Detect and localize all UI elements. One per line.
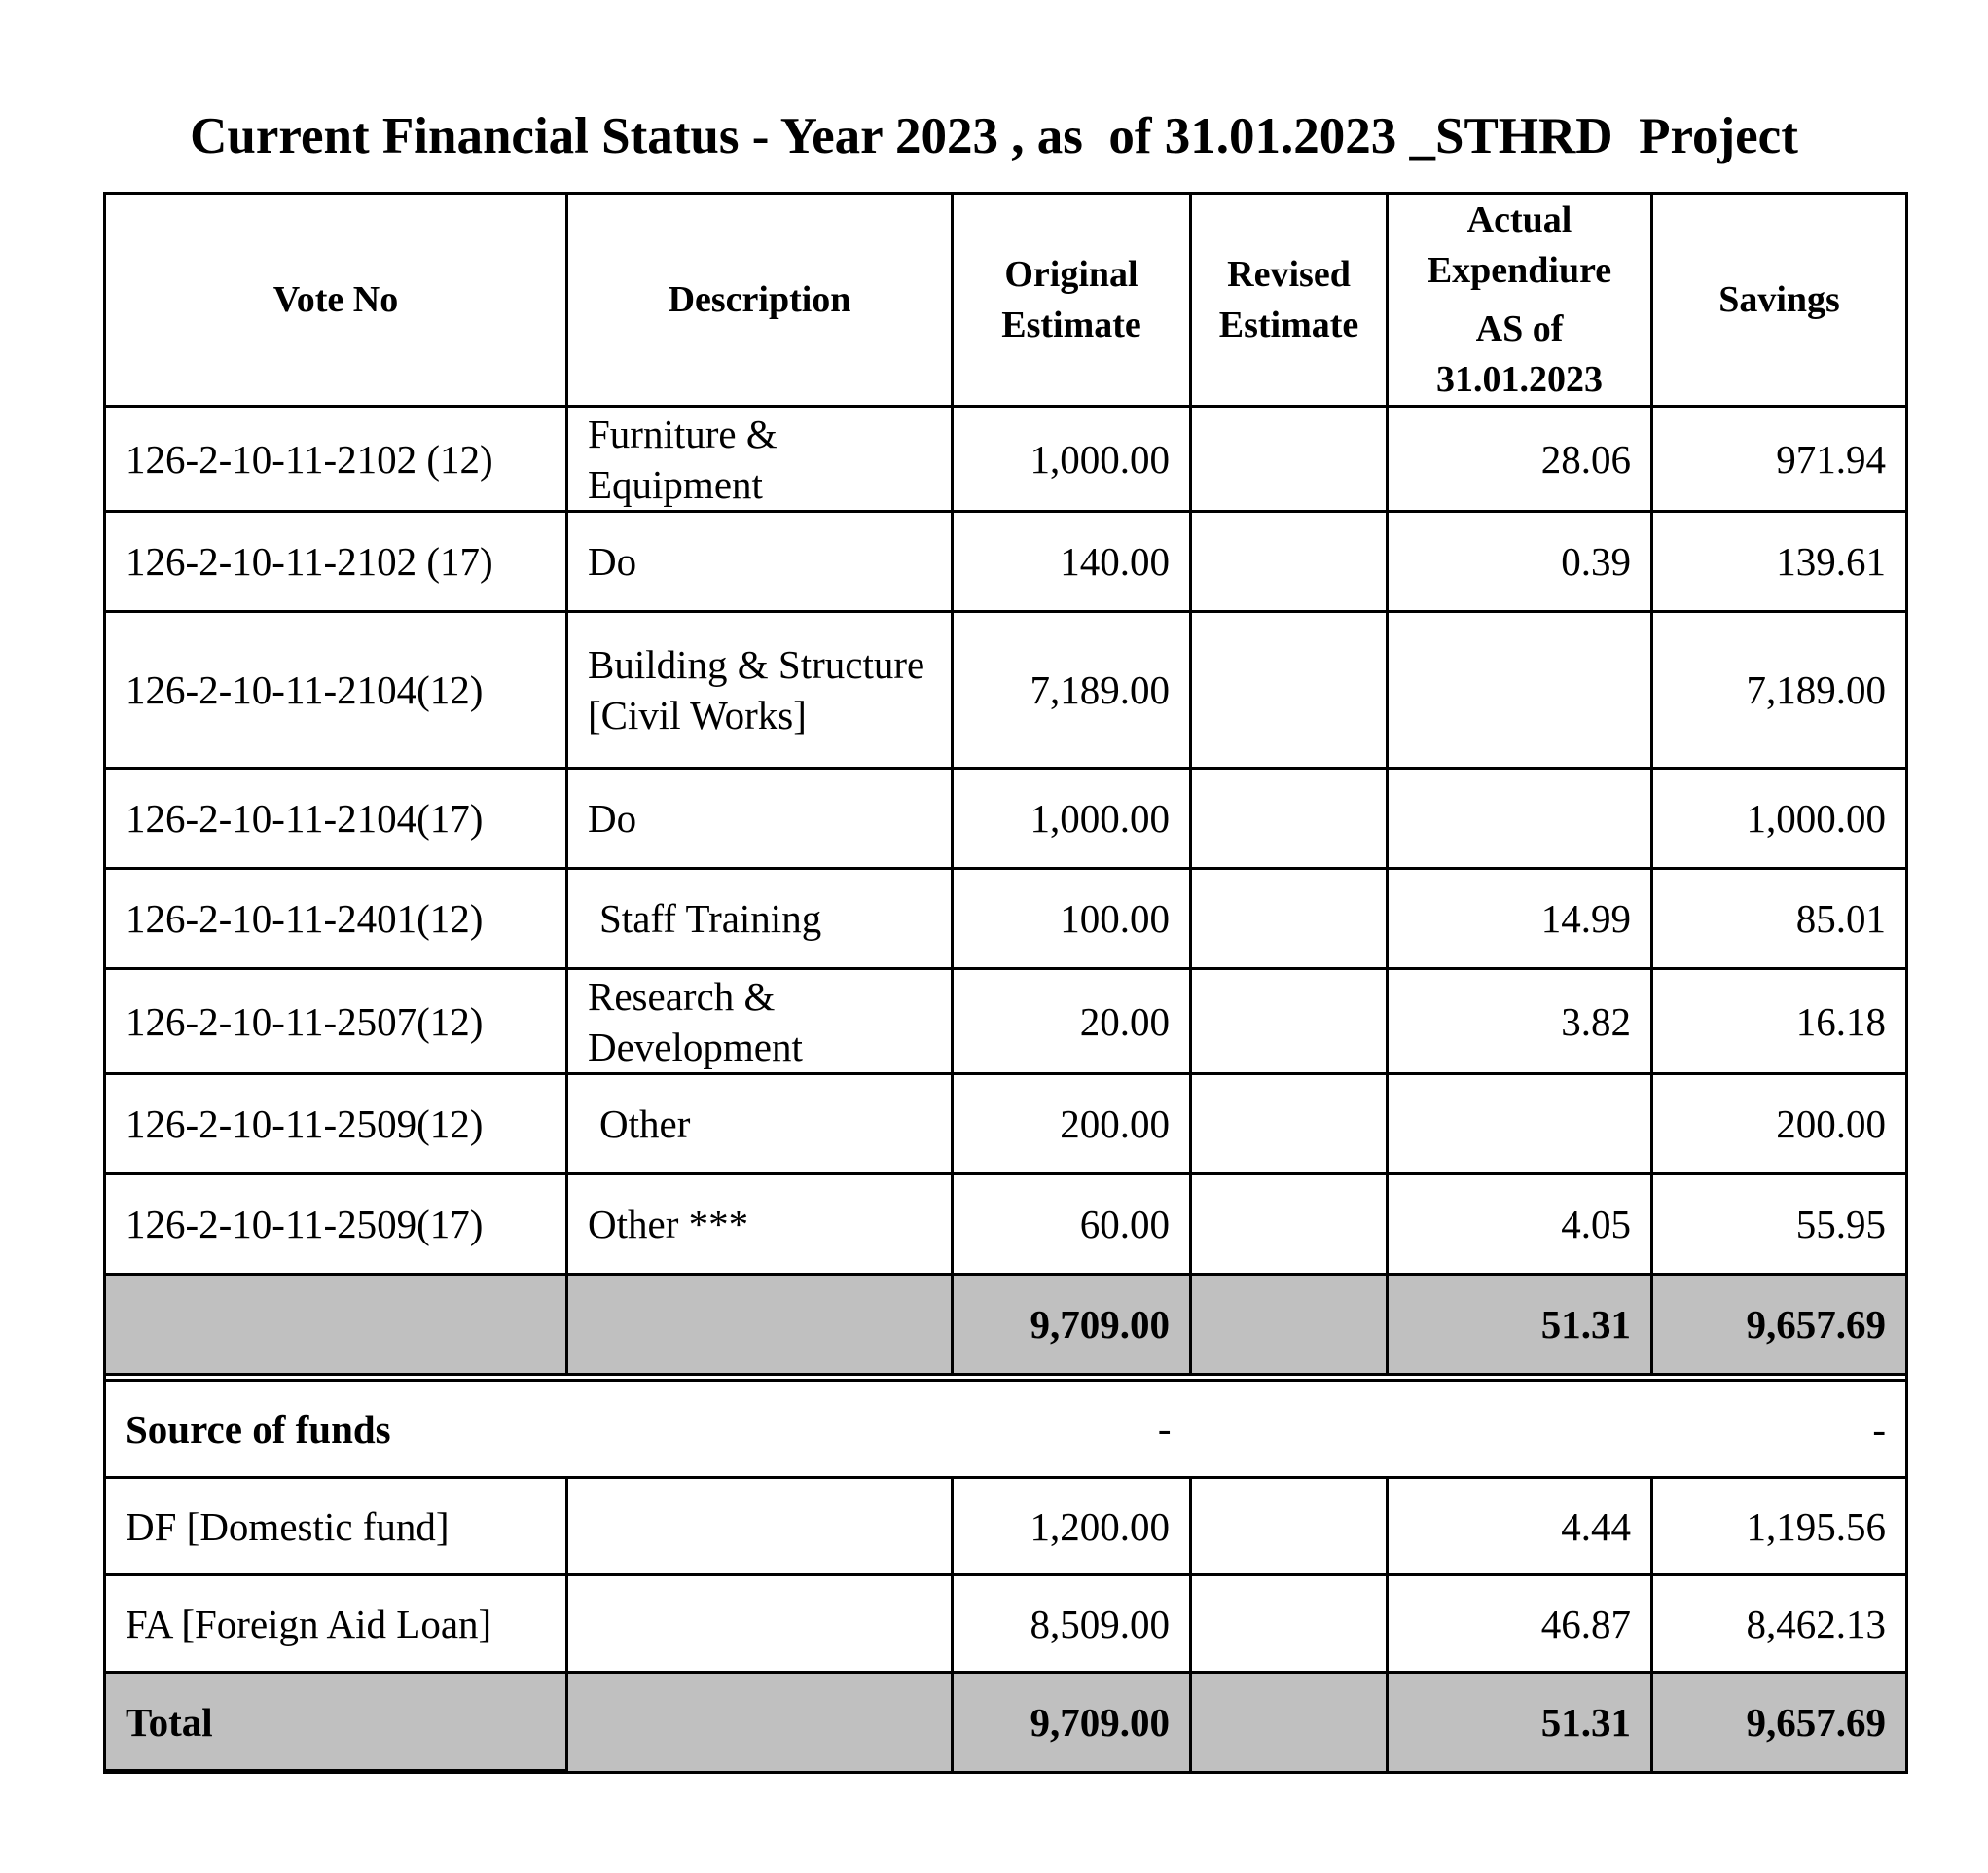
- fund-revised-estimate: [1191, 1478, 1388, 1575]
- vote-no-cell: 126-2-10-11-2104(17): [105, 769, 567, 869]
- original-estimate-cell: 1,000.00: [953, 407, 1191, 512]
- description-cell: Other: [567, 1074, 953, 1174]
- header-revised-estimate: Revised Estimate: [1191, 194, 1388, 407]
- savings-cell: 971.94: [1652, 407, 1907, 512]
- original-estimate-cell: 7,189.00: [953, 612, 1191, 769]
- source-of-funds-cell: [105, 1381, 1191, 1478]
- revised-estimate-cell: [1191, 512, 1388, 612]
- actual-expenditure-cell: [1388, 769, 1652, 869]
- page-title: Current Financial Status - Year 2023 , as of 31.01.2023 _STHRD Project: [190, 108, 1798, 164]
- description-cell: Other ***: [567, 1174, 953, 1275]
- actual-expenditure-cell: 4.05: [1388, 1174, 1652, 1275]
- actual-expenditure-cell: [1388, 1074, 1652, 1174]
- description-cell: Do: [567, 769, 953, 869]
- fund-savings: 1,195.56: [1652, 1478, 1907, 1575]
- table-row: [105, 1174, 1907, 1275]
- actual-expenditure-cell: 0.39: [1388, 512, 1652, 612]
- total-savings: 9,657.69: [1652, 1673, 1907, 1773]
- header-savings: Savings: [1652, 194, 1907, 407]
- total-actual-expenditure: 51.31: [1388, 1673, 1652, 1773]
- original-estimate-cell: 100.00: [953, 869, 1191, 969]
- revised-estimate-cell: [1191, 1074, 1388, 1174]
- vote-no-cell: 126-2-10-11-2507(12): [105, 969, 567, 1074]
- fund-actual-expenditure: 46.87: [1388, 1575, 1652, 1673]
- original-estimate-cell: 20.00: [953, 969, 1191, 1074]
- header-actual-expenditure: [1388, 194, 1652, 407]
- savings-cell: 16.18: [1652, 969, 1907, 1074]
- table-row: [105, 407, 1907, 512]
- actual-expenditure-cell: 3.82: [1388, 969, 1652, 1074]
- subtotal-row: [105, 1275, 1907, 1375]
- header-original-estimate: Original Estimate: [953, 194, 1191, 407]
- header-row: [105, 194, 1907, 407]
- revised-estimate-cell: [1191, 612, 1388, 769]
- description-cell: Building & Structure [Civil Works]: [567, 612, 953, 769]
- savings-cell: 55.95: [1652, 1174, 1907, 1275]
- source-of-funds-label: Source of funds: [126, 1406, 391, 1452]
- fund-row: [105, 1575, 1907, 1673]
- revised-estimate-cell: [1191, 407, 1388, 512]
- description-cell: Staff Training: [567, 869, 953, 969]
- subtotal-revised-estimate: [1191, 1275, 1388, 1375]
- financial-status-table: [103, 192, 1908, 1774]
- savings-cell: 139.61: [1652, 512, 1907, 612]
- source-of-funds-savings-dash: -: [1191, 1381, 1907, 1478]
- savings-cell: 1,000.00: [1652, 769, 1907, 869]
- table-row: [105, 969, 1907, 1074]
- vote-no-cell: 126-2-10-11-2102 (12): [105, 407, 567, 512]
- total-original-estimate: 9,709.00: [953, 1673, 1191, 1773]
- original-estimate-cell: 60.00: [953, 1174, 1191, 1275]
- original-estimate-cell: 1,000.00: [953, 769, 1191, 869]
- fund-label-cell: DF [Domestic fund]: [105, 1478, 567, 1575]
- savings-cell: 200.00: [1652, 1074, 1907, 1174]
- fund-label-cell: FA [Foreign Aid Loan]: [105, 1575, 567, 1673]
- actual-expenditure-cell: [1388, 612, 1652, 769]
- subtotal-savings: 9,657.69: [1652, 1275, 1907, 1375]
- fund-original-estimate: 1,200.00: [953, 1478, 1191, 1575]
- total-label: Total: [105, 1673, 567, 1773]
- table-row: [105, 769, 1907, 869]
- revised-estimate-cell: [1191, 969, 1388, 1074]
- fund-description-cell: [567, 1575, 953, 1673]
- source-of-funds-original-dash: -: [1157, 1406, 1172, 1451]
- fund-description-cell: [567, 1478, 953, 1575]
- original-estimate-cell: 200.00: [953, 1074, 1191, 1174]
- total-blank-cell: [567, 1673, 953, 1773]
- vote-no-cell: 126-2-10-11-2401(12): [105, 869, 567, 969]
- fund-actual-expenditure: 4.44: [1388, 1478, 1652, 1575]
- table-row: [105, 869, 1907, 969]
- subtotal-actual-expenditure: 51.31: [1388, 1275, 1652, 1375]
- subtotal-blank-cell: [105, 1275, 567, 1375]
- vote-no-cell: 126-2-10-11-2509(17): [105, 1174, 567, 1275]
- revised-estimate-cell: [1191, 869, 1388, 969]
- fund-revised-estimate: [1191, 1575, 1388, 1673]
- header-actual-line-3: AS of: [1475, 308, 1564, 349]
- fund-row: [105, 1478, 1907, 1575]
- header-actual-line-2: Expendiure: [1427, 250, 1612, 291]
- description-cell: Research & Development: [567, 969, 953, 1074]
- actual-expenditure-cell: 28.06: [1388, 407, 1652, 512]
- vote-no-cell: 126-2-10-11-2104(12): [105, 612, 567, 769]
- bottom-underline-rule: [103, 1769, 565, 1772]
- actual-expenditure-cell: 14.99: [1388, 869, 1652, 969]
- header-actual-line-1: Actual: [1466, 199, 1572, 240]
- description-cell: Do: [567, 512, 953, 612]
- revised-estimate-cell: [1191, 769, 1388, 869]
- header-description: Description: [567, 194, 953, 407]
- subtotal-original-estimate: 9,709.00: [953, 1275, 1191, 1375]
- header-actual-line-4: 31.01.2023: [1436, 359, 1603, 400]
- total-revised-estimate: [1191, 1673, 1388, 1773]
- total-row: [105, 1673, 1907, 1773]
- savings-cell: 7,189.00: [1652, 612, 1907, 769]
- savings-cell: 85.01: [1652, 869, 1907, 969]
- table-row: [105, 612, 1907, 769]
- fund-original-estimate: 8,509.00: [953, 1575, 1191, 1673]
- subtotal-blank-cell: [567, 1275, 953, 1375]
- source-of-funds-row: [105, 1381, 1907, 1478]
- table-row: [105, 512, 1907, 612]
- vote-no-cell: 126-2-10-11-2509(12): [105, 1074, 567, 1174]
- fund-savings: 8,462.13: [1652, 1575, 1907, 1673]
- header-vote-no: Vote No: [105, 194, 567, 407]
- original-estimate-cell: 140.00: [953, 512, 1191, 612]
- description-cell: Furniture & Equipment: [567, 407, 953, 512]
- table-row: [105, 1074, 1907, 1174]
- revised-estimate-cell: [1191, 1174, 1388, 1275]
- vote-no-cell: 126-2-10-11-2102 (17): [105, 512, 567, 612]
